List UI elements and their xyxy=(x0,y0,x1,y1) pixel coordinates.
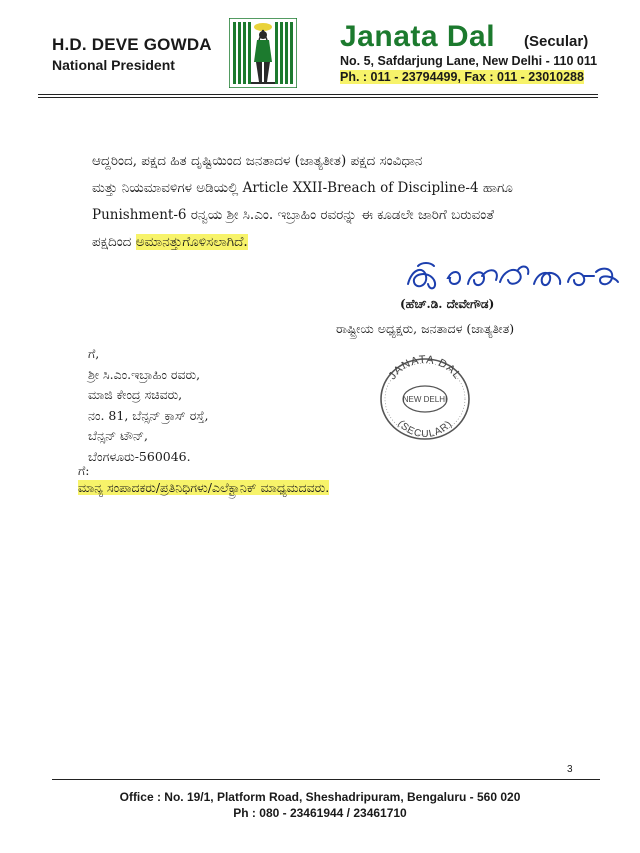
footer-phone: Ph : 080 - 23461944 / 23461710 xyxy=(233,806,407,820)
paragraph-last-prefix: ಪಕ್ಷದಿಂದ xyxy=(92,234,136,250)
stamp-top-text: JANATA DAL xyxy=(386,353,464,382)
address-line: ನಂ. 81, ಬೆನ್ಸನ್ ಕ್ರಾಸ್ ರಸ್ತೆ, xyxy=(88,407,209,423)
cc-recipients-text: ಮಾನ್ಯ ಸಂಪಾದಕರು/ಪ್ರತಿನಿಧಿಗಳು/ಎಲೆಕ್ಟ್ರಾನಿಕ್ ಮಾಧ್ಯಮದವರು. xyxy=(78,480,330,495)
party-suffix: (Secular) xyxy=(524,33,589,50)
to-label: ಗೆ, xyxy=(88,346,100,361)
paragraph-line: ಮತ್ತು ನಿಯಮಾವಳಿಗಳ ಅಡಿಯಲ್ಲಿ Article XXII-Breach of Discipline-4 ಹಾಗೂ xyxy=(92,180,513,196)
party-name: Janata Dal xyxy=(340,20,496,53)
suspended-highlight: ಅಮಾನತ್ತುಗೊಳಿಸಲಾಗಿದೆ. xyxy=(135,234,248,250)
handwritten-signature xyxy=(404,258,624,298)
signatory-name: (ಹೆಚ್.ಡಿ. ದೇವೇಗೌಡ) xyxy=(400,297,495,311)
cc-label: ಗೆ: xyxy=(78,463,90,478)
cc-recipients xyxy=(78,480,329,496)
svg-text:(SECULAR) xyxy=(395,418,454,440)
recipient-address xyxy=(88,344,208,467)
address-line: ಮಾಜಿ ಕೇಂದ್ರ ಸಚಿವರು, xyxy=(88,387,183,402)
paragraph-last-line xyxy=(92,229,607,256)
stamp-center-text: NEW DELHI xyxy=(402,395,448,404)
address-line: ಬೆಂಗಳೂರು-560046. xyxy=(88,448,191,464)
footer-office-address: Office : No. 19/1, Platform Road, Sheshadripuram, Bengaluru - 560 020 xyxy=(119,790,521,804)
header-phone xyxy=(340,70,584,84)
suspension-paragraph xyxy=(92,148,607,256)
address-line: ಶ್ರೀ ಸಿ.ಎಂ.ಇಬ್ರಾಹಿಂ ರವರು, xyxy=(88,366,201,382)
header-address: No. 5, Safdarjung Lane, New Delhi - 110 011 xyxy=(340,54,598,68)
paragraph-line: ಆದ್ದರಿಂದ, ಪಕ್ಷದ ಹಿತ ದೃಷ್ಟಿಯಿಂದ ಜನತಾದಳ (ಜಾತ್ಯತೀತ) ಪಕ್ಷದ ಸಂವಿಧಾನ xyxy=(92,153,423,169)
party-seal-stamp xyxy=(372,352,478,442)
page-number: 3 xyxy=(567,764,573,775)
paragraph-line: Punishment-6 ರನ್ವಯ ಶ್ರೀ ಸಿ.ಎಂ. ಇಬ್ರಾಹಿಂ ರವರನ್ನು ಈ ಕೂಡಲೇ ಜಾರಿಗೆ ಬರುವಂತೆ xyxy=(92,207,494,223)
signatory-title: ರಾಷ್ಟ್ರೀಯ ಅಧ್ಯಕ್ಷರು, ಜನತಾದಳ (ಜಾತ್ಯತೀತ) xyxy=(336,321,515,336)
header-phone-text: Ph. : 011 - 23794499, Fax : 011 - 23010288 xyxy=(340,70,584,84)
leader-name: H.D. DEVE GOWDA xyxy=(52,35,212,54)
svg-text:JANATA DAL xyxy=(386,354,463,382)
leader-title: National President xyxy=(52,57,175,73)
header-divider-thin xyxy=(38,97,598,98)
address-line: ಬೆನ್ಸನ್ ಟೌನ್, xyxy=(88,428,148,443)
lady-farmer-logo-icon xyxy=(229,18,297,88)
header-divider xyxy=(38,94,598,95)
footer-divider xyxy=(52,779,600,780)
stamp-bottom-text: (SECULAR) xyxy=(395,418,455,441)
